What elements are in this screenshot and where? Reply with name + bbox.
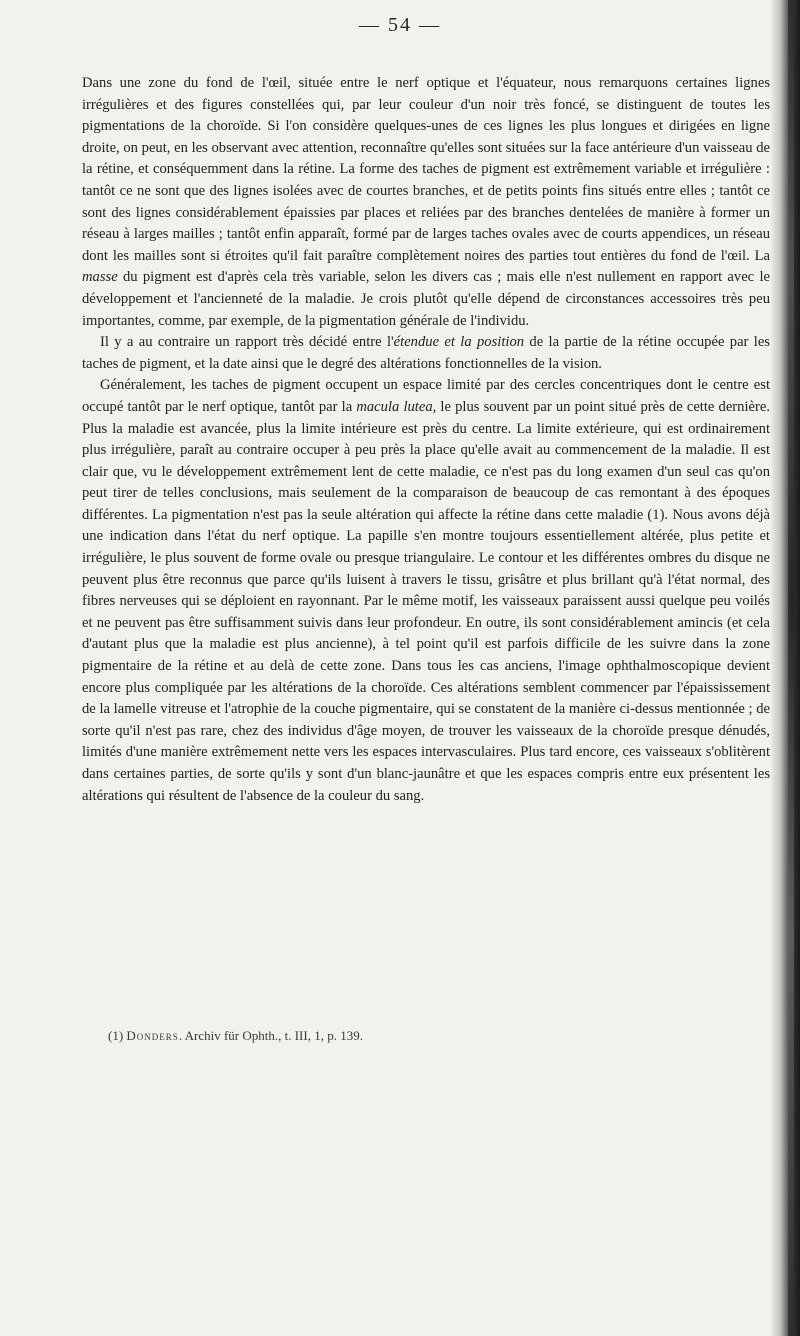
paragraph-3-part-a: Généralement, les taches de pigment occupent un espace limité par des cercles concentriques dont le centre est occupé tantôt par le nerf optique, tantôt par la xyxy=(82,377,770,415)
body-text xyxy=(82,73,770,807)
paragraph-2 xyxy=(82,332,770,375)
paragraph-2-part-a: Il y a au contraire un rapport très décidé entre l' xyxy=(100,334,394,351)
paragraph-1 xyxy=(82,73,770,332)
paragraph-2-emphasis: étendue et la position xyxy=(393,334,525,351)
footnote xyxy=(108,1027,708,1045)
paragraph-1-emphasis: masse xyxy=(82,269,118,286)
paragraph-1-part-b: du pigment est d'après cela très variable, selon les divers cas ; mais elle n'est nullement en rapport avec le développement et l'ancienneté de la maladie. Je crois plutôt qu'elle dépend de circonstances accessoires très peu importantes, comme, par exemple, de la pigmentation générale de l'individu. xyxy=(82,269,770,329)
paragraph-3-part-b: le plus souvent par un point situé près de cette dernière. Plus la maladie est avancée, plus la limite intérieure est près du centre. La limite extérieure, qui est ordinairement plus irrégulière, paraît au contraire occuper à peu près la place qu'elle avait au commencement de la maladie. Il est clair que, vu le développement extrêmement lent de cette maladie, ce n'est pas du long examen d'un seul cas qu'on peut tirer de telles conclusions, mais seulement de la comparaison de beaucoup de cas remontant à des époques différentes. La pigmentation n'est pas la seule altération qui affecte la rétine dans cette maladie (1). Nous avons déjà une indication dans l'état du nerf optique. La papille s'en montre toujours essentiellement altérée, plus petite et irrégulière, le plus souvent de forme ovale ou presque triangulaire. Le contour et les différentes ombres du disque ne peuvent plus être reconnus que parce qu'ils luisent à travers le tissu, grisâtre et plus brillant qu'à l'état normal, des fibres nerveuses qui se déploient en rayonnant. Par le même motif, les vaisseaux paraissent aussi quelque peu voilés et ne peuvent pas être suffisamment suivis dans leur profondeur. En outre, ils sont considérablement amincis (et cela d'autant plus que la maladie est plus ancienne), à tel point qu'il est parfois difficile de les suivre dans la zone pigmentaire de la rétine et au delà de cette zone. Dans tous les cas anciens, l'image ophthalmoscopique devient encore plus compliquée par les altérations de la choroïde. Ces altérations semblent commencer par l'épaississement de la lamelle vitreuse et l'atrophie de la couche pigmentaire, qui se constatent de la manière ci-dessus mentionnée ; de sorte qu'il n'est pas rare, chez des individus d'âge moyen, de trouver les vaisseaux de la choroïde presque dénudés, limités d'une manière extrêmement nette vers les espaces intervasculaires. Plus tard encore, ces vaisseaux s'oblitèrent dans certaines parties, de sorte qu'ils y sont d'un blanc-jaunâtre et que les espaces compris entre eux présentent les altérations qui résultent de l'absence de la couleur du sang. xyxy=(82,398,770,804)
page-number: — 54 — xyxy=(359,14,441,36)
footnote-author: Donders xyxy=(126,1028,179,1043)
paragraph-2-part-b: de la partie de la rétine occupée par les taches de pigment, et la date ainsi que le degré des altérations fonctionnelles de la vision. xyxy=(82,334,770,372)
book-binding-edge xyxy=(770,0,800,1336)
binding-shadow xyxy=(788,0,794,1336)
paragraph-1-part-a: Dans une zone du fond de l'œil, située entre le nerf optique et l'équateur, nous remarquons certaines lignes irrégulières et des figures constellées qui, par leur couleur d'un noir très foncé, se distinguent de toutes les pigmentations de la choroïde. Si l'on considère quelques-unes de ces lignes les plus longues et dirigées en ligne droite, on peut, en les observant avec attention, reconnaître qu'elles sont situées sur la face antérieure d'un vaisseau de la rétine, et conséquemment dans la rétine. La forme des taches de pigment est extrêmement variable et irrégulière : tantôt ce ne sont que des lignes isolées avec de courtes branches, et de petits points fins situés entre elles ; tantôt ce sont des lignes considérablement épaissies par places et reliées par des branches dentelées de manière à former un réseau à larges mailles ; tantôt enfin apparaît, formé par de larges taches ovales avec de courts appendices, un réseau dont les mailles sont si étroites qu'il fait paraître complètement noires des parties tout entières du fond de l'œil. La xyxy=(82,75,770,264)
paragraph-3-emphasis: macula lutea, xyxy=(356,398,437,415)
footnote-citation: . Archiv für Ophth., t. III, 1, p. 139. xyxy=(178,1028,363,1043)
footnote-marker: (1) xyxy=(108,1028,124,1043)
paragraph-3 xyxy=(82,375,770,807)
